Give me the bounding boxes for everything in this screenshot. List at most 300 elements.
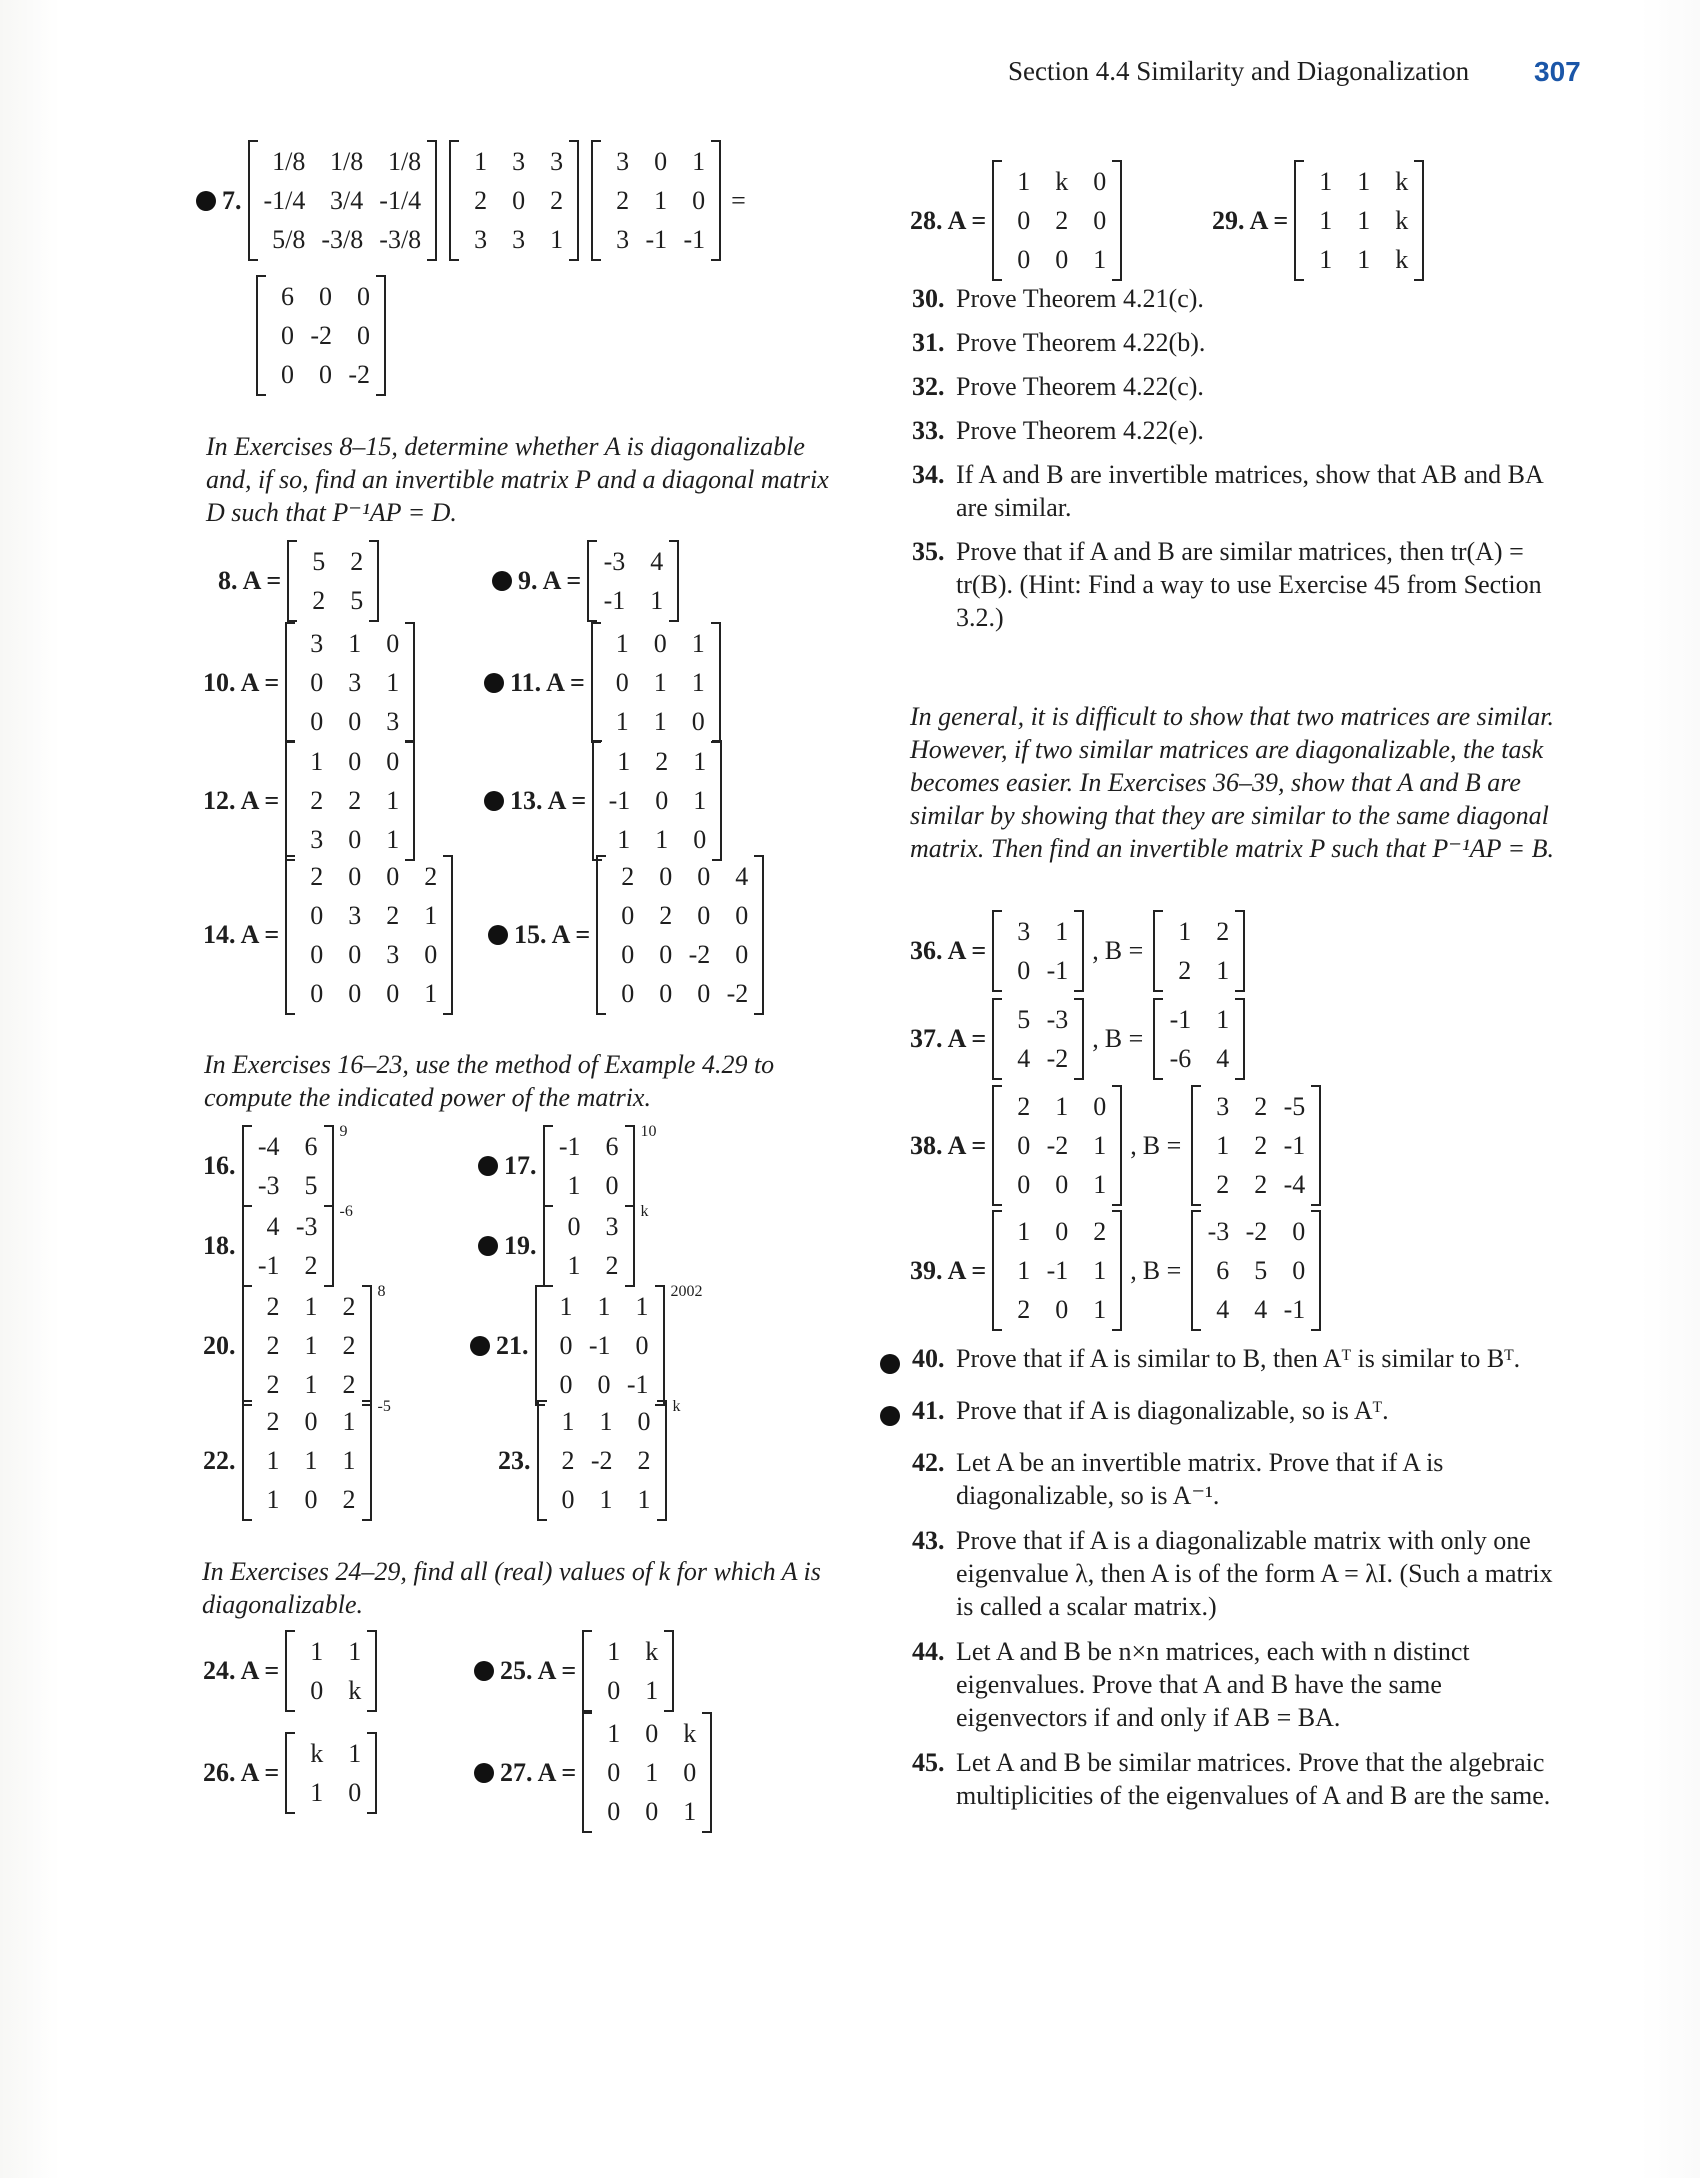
matrix-cell: 2 xyxy=(266,1407,280,1436)
matrix xyxy=(1191,1210,1321,1331)
matrix-cell: 6 xyxy=(304,1132,318,1161)
matrix-cell: 4 xyxy=(735,862,749,891)
matrix-cell: 0 xyxy=(1292,1217,1306,1246)
matrix-cell: 2 xyxy=(310,786,324,815)
matrix-cell: 1 xyxy=(266,1446,280,1475)
matrix-cell: 2 xyxy=(1216,917,1230,946)
exercise-text: Prove Theorem 4.21(c). xyxy=(956,284,1204,313)
matrix-cell: 0 xyxy=(621,901,635,930)
matrix-cell: 0 xyxy=(348,1778,362,1807)
matrix-cell: 0 xyxy=(635,1331,649,1360)
matrix-cell: 0 xyxy=(1055,1170,1069,1199)
matrix-cell: 1 xyxy=(1055,917,1069,946)
matrix-cell: 1 xyxy=(1093,1170,1107,1199)
matrix-cell: 0 xyxy=(559,1370,573,1399)
matrix-cell: 0 xyxy=(637,1407,651,1436)
exercise-item xyxy=(912,414,1552,447)
matrix-cell: 5 xyxy=(350,586,364,615)
matrix-cell: 1 xyxy=(550,225,564,254)
instructions-8-15: In Exercises 8–15, determine whether A is diagonalizable and, if so, find an invertible matrix P and a diagonal matrix D such that P⁻¹AP = D. xyxy=(206,432,829,527)
matrix-cell: 1 xyxy=(1357,206,1371,235)
matrix-cell: 1 xyxy=(342,1446,356,1475)
bullet-icon xyxy=(880,1746,912,1812)
matrix-cell: 3 xyxy=(512,225,526,254)
matrix-cell: 0 xyxy=(281,360,294,389)
exercise-11 xyxy=(484,622,727,743)
matrix-cell: 3 xyxy=(605,1212,619,1241)
matrix-cell: 5 xyxy=(312,547,326,576)
bullet-icon xyxy=(488,925,508,945)
bullet-icon xyxy=(484,791,504,811)
exponent: -5 xyxy=(377,1398,391,1415)
matrix-cell: 0 xyxy=(1093,1092,1107,1121)
matrix-cell: -1 xyxy=(1283,1131,1306,1160)
matrix-cell: 0 xyxy=(1017,956,1031,985)
b-label: B = xyxy=(1104,1024,1144,1053)
exercise-label: 10. A = xyxy=(203,667,280,697)
exercise-text: Let A and B be similar matrices. Prove that the algebraic multiplicities of the eigenvalues of A and B are the same. xyxy=(956,1748,1551,1810)
matrix-cell: 2 xyxy=(474,186,488,215)
matrix-cell: 1 xyxy=(310,747,324,776)
matrix-cell: 0 xyxy=(348,979,362,1008)
matrix-cell: -3 xyxy=(257,1171,280,1200)
matrix-cell: 0 xyxy=(567,1212,581,1241)
matrix-cell: -1 xyxy=(645,225,668,254)
bullet-icon xyxy=(470,1336,490,1356)
exponent: k xyxy=(640,1203,649,1220)
matrix-cell: 0 xyxy=(348,862,362,891)
exercise-label: 24. A = xyxy=(203,1656,280,1685)
matrix-cell: -2 xyxy=(688,940,711,969)
exercise-number: 41. xyxy=(912,1396,945,1425)
matrix-cell: 1 xyxy=(1178,917,1192,946)
matrix xyxy=(537,1400,667,1521)
matrix-cell: 1 xyxy=(1319,167,1333,196)
instructions-36-39: In general, it is difficult to show that two matrices are similar. However, if two similar matrices are diagonalizable, the task becomes easier. In Exercises 36–39, show that A and B are similar by showing that they are similar to the same diagonal matrix. Then find an invertible matrix P such that P⁻¹AP = B. xyxy=(910,702,1554,863)
exercise-label: 39. A = xyxy=(910,1255,987,1285)
matrix-cell: -1/4 xyxy=(263,186,306,215)
matrix-cell: 0 xyxy=(386,629,400,658)
matrix-cell: 1 xyxy=(650,586,664,615)
matrix-cell: 0 xyxy=(607,1676,621,1705)
matrix-cell: 0 xyxy=(1093,206,1107,235)
matrix-cell: -1 xyxy=(1046,956,1069,985)
bullet-icon xyxy=(880,1635,912,1734)
matrix-cell: 5 xyxy=(1017,1005,1031,1034)
exercise-26 xyxy=(203,1732,383,1814)
matrix-cell: 1 xyxy=(386,825,400,854)
matrix-cell: 1 xyxy=(1017,167,1031,196)
matrix-cell: 0 xyxy=(348,707,362,736)
matrix-cell: 0 xyxy=(357,282,370,311)
matrix-cell: 5 xyxy=(304,1171,318,1200)
matrix-cell: 0 xyxy=(697,901,711,930)
matrix-cell: 2 xyxy=(266,1292,280,1321)
bullet-icon xyxy=(880,1394,912,1434)
matrix-cell: -2 xyxy=(590,1446,613,1475)
matrix-cell: -1 xyxy=(603,586,626,615)
matrix-cell: -1 xyxy=(1169,1005,1192,1034)
matrix-cell: 0 xyxy=(386,862,400,891)
bullet-dot xyxy=(880,1354,900,1374)
matrix-cell: 4 xyxy=(266,1212,280,1241)
matrix-cell: 2 xyxy=(1017,1295,1031,1324)
matrix-cell: -3/8 xyxy=(379,225,422,254)
exercise-label: 9. A = xyxy=(518,566,582,595)
matrix-cell: 1 xyxy=(635,1292,649,1321)
matrix-cell: -1 xyxy=(1046,1256,1069,1285)
exercise-number: 33. xyxy=(912,416,945,445)
matrix-cell: 0 xyxy=(424,940,438,969)
matrix-cell: 0 xyxy=(310,707,324,736)
matrix-cell: 3 xyxy=(310,629,324,658)
exercise-item xyxy=(912,535,1552,634)
matrix-cell: 2 xyxy=(266,1370,280,1399)
matrix-cell: 0 xyxy=(597,1370,611,1399)
exercise-label: 36. A = xyxy=(910,936,987,965)
matrix xyxy=(256,275,386,396)
matrix-cell: 1 xyxy=(653,668,667,697)
matrix xyxy=(591,140,721,261)
matrix-cell: 2 xyxy=(655,747,669,776)
matrix xyxy=(591,622,721,743)
matrix-cell: 1 xyxy=(615,629,629,658)
exercise-label: 37. A = xyxy=(910,1024,987,1053)
exponent: 2002 xyxy=(670,1283,703,1300)
matrix-cell: 1 xyxy=(683,1797,697,1826)
matrix-cell: 1 xyxy=(645,1758,659,1787)
exercise-23 xyxy=(498,1400,681,1521)
matrix-cell: 0 xyxy=(348,825,362,854)
matrix-cell: 1/8 xyxy=(330,147,364,176)
bullet-icon xyxy=(492,571,512,591)
matrix-cell: 0 xyxy=(1017,1131,1031,1160)
matrix-cell: 0 xyxy=(735,901,749,930)
matrix xyxy=(242,1400,372,1521)
exercise-label: 22. xyxy=(203,1445,236,1475)
matrix xyxy=(287,540,379,622)
matrix-cell: -2 xyxy=(348,360,370,389)
exercise-7-result xyxy=(250,275,392,396)
matrix-cell: -3 xyxy=(1207,1217,1230,1246)
matrix-cell: 0 xyxy=(512,186,526,215)
matrix-cell: -3 xyxy=(603,547,626,576)
exercise-10 xyxy=(203,622,421,743)
exercise-label: 19. xyxy=(504,1231,537,1260)
matrix-cell: -2 xyxy=(310,321,332,350)
matrix-cell: -1 xyxy=(257,1251,280,1280)
matrix-cell: 0 xyxy=(735,940,749,969)
matrix-cell: 2 xyxy=(348,786,362,815)
matrix-cell: 3 xyxy=(616,147,630,176)
matrix-cell: 1 xyxy=(637,1485,651,1514)
matrix-cell: 1 xyxy=(597,1292,611,1321)
matrix-cell: 1 xyxy=(310,1778,324,1807)
matrix-cell: 0 xyxy=(310,940,324,969)
exercise-label: 14. A = xyxy=(203,920,280,949)
matrix-cell: 2 xyxy=(386,901,400,930)
instructions-16-23: In Exercises 16–23, use the method of Example 4.29 to compute the indicated power of the matrix. xyxy=(204,1050,775,1112)
matrix xyxy=(535,1285,665,1406)
exercise-list-30-35 xyxy=(912,282,1552,645)
matrix-cell: 1 xyxy=(266,1485,280,1514)
matrix-cell: 2 xyxy=(1178,956,1192,985)
running-header: Section 4.4 Similarity and Diagonalization xyxy=(1008,56,1470,86)
matrix-cell: 0 xyxy=(386,747,400,776)
instructions-24-29: In Exercises 24–29, find all (real) values of k for which A is diagonalizable. xyxy=(202,1557,821,1619)
matrix-cell: 1 xyxy=(1216,956,1230,985)
matrix-cell: 0 xyxy=(319,360,332,389)
matrix-cell: 1 xyxy=(1093,1256,1107,1285)
matrix-cell: 0 xyxy=(659,979,673,1008)
matrix-cell: 1 xyxy=(348,1637,362,1666)
exercise-21 xyxy=(470,1285,703,1406)
exercise-text: Prove Theorem 4.22(e). xyxy=(956,416,1204,445)
matrix xyxy=(1294,160,1424,281)
matrix-cell: 0 xyxy=(659,862,673,891)
matrix-cell: 3 xyxy=(348,668,362,697)
matrix-cell: 5 xyxy=(1254,1256,1268,1285)
matrix-cell: 4 xyxy=(1017,1044,1031,1073)
matrix-cell: 3 xyxy=(474,225,488,254)
matrix xyxy=(1153,998,1245,1080)
matrix xyxy=(992,910,1084,992)
matrix-cell: 0 xyxy=(692,186,706,215)
matrix-cell: 2 xyxy=(616,186,630,215)
matrix-cell: 2 xyxy=(342,1331,356,1360)
matrix-cell: 0 xyxy=(1017,1170,1031,1199)
matrix-cell: 2 xyxy=(1254,1092,1268,1121)
matrix xyxy=(449,140,579,261)
exercise-item xyxy=(880,1524,1570,1623)
exercise-item xyxy=(912,458,1552,524)
matrix-cell: 3 xyxy=(310,825,324,854)
matrix-cell: k xyxy=(645,1637,659,1666)
matrix xyxy=(992,1085,1122,1206)
matrix-cell: 1 xyxy=(1216,1005,1230,1034)
matrix-cell: 2 xyxy=(342,1370,356,1399)
exercise-label: 12. A = xyxy=(203,785,280,815)
matrix-cell: 0 xyxy=(319,282,332,311)
comma: , xyxy=(1092,1024,1099,1053)
exponent: 9 xyxy=(339,1123,348,1140)
matrix-cell: 0 xyxy=(659,940,673,969)
matrix-cell: 0 xyxy=(621,979,635,1008)
exercise-8 xyxy=(218,540,385,622)
exercise-item xyxy=(880,1746,1570,1812)
matrix xyxy=(582,1712,712,1833)
matrix-cell: 2 xyxy=(550,186,564,215)
matrix-cell: 0 xyxy=(310,1676,324,1705)
matrix-cell: 4 xyxy=(1216,1044,1230,1073)
b-label: B = xyxy=(1142,1130,1182,1160)
matrix-cell: 1 xyxy=(342,1407,356,1436)
matrix-cell: 3 xyxy=(348,901,362,930)
matrix-cell: 1 xyxy=(424,979,438,1008)
matrix-cell: 1 xyxy=(304,1370,318,1399)
comma: , xyxy=(1130,1255,1137,1285)
matrix-cell: 1 xyxy=(607,1719,621,1748)
exercise-label: 18. xyxy=(203,1231,236,1260)
matrix-cell: 2 xyxy=(1093,1217,1107,1246)
exercise-12 xyxy=(203,740,421,861)
matrix-cell: 2 xyxy=(1216,1170,1230,1199)
matrix-cell: -2 xyxy=(726,979,749,1008)
matrix xyxy=(992,998,1084,1080)
matrix-cell: 0 xyxy=(559,1331,573,1360)
matrix-cell: -4 xyxy=(1283,1170,1306,1199)
matrix-cell: 3 xyxy=(386,940,400,969)
matrix xyxy=(543,1205,635,1287)
matrix-cell: 1 xyxy=(567,1171,581,1200)
matrix-cell: 0 xyxy=(304,1485,318,1514)
matrix-cell: 0 xyxy=(1093,167,1107,196)
matrix-cell: -5 xyxy=(1283,1092,1306,1121)
matrix xyxy=(242,1125,334,1207)
bullet-icon xyxy=(880,1446,912,1512)
exercise-text: Prove that if A is a diagonalizable matrix with only one eigenvalue λ, then A is of the form A = λI. (Such a matrix is called a scalar matrix.) xyxy=(956,1526,1553,1621)
matrix-cell: -3/8 xyxy=(321,225,364,254)
matrix-cell: 0 xyxy=(615,668,629,697)
matrix-cell: 3 xyxy=(512,147,526,176)
exercise-label: 17. xyxy=(504,1151,537,1180)
matrix-cell: 0 xyxy=(281,321,294,350)
matrix-cell: 0 xyxy=(1055,245,1069,274)
exercise-label: 28. A = xyxy=(910,205,987,235)
matrix-cell: -1 xyxy=(1283,1295,1306,1324)
matrix-cell: 6 xyxy=(605,1132,619,1161)
bullet-icon xyxy=(478,1236,498,1256)
matrix-cell: 3 xyxy=(1216,1092,1230,1121)
matrix-cell: 0 xyxy=(348,747,362,776)
exercise-number: 42. xyxy=(912,1448,945,1477)
exercise-label: 29. A = xyxy=(1212,205,1289,235)
matrix-cell: 1 xyxy=(1055,1092,1069,1121)
matrix xyxy=(582,1630,674,1712)
exercise-37 xyxy=(910,998,1251,1080)
matrix-cell: 1 xyxy=(1093,245,1107,274)
bullet-icon xyxy=(478,1156,498,1176)
exercise-number: 32. xyxy=(912,372,945,401)
matrix-cell: 5/8 xyxy=(272,225,306,254)
matrix-cell: -1 xyxy=(588,1331,611,1360)
exercise-39 xyxy=(910,1210,1327,1331)
matrix-cell: 1 xyxy=(607,1637,621,1666)
matrix-cell: -1 xyxy=(608,786,631,815)
matrix-cell: 0 xyxy=(693,825,707,854)
exercise-number: 30. xyxy=(912,284,945,313)
exercise-number: 35. xyxy=(912,537,945,566)
matrix-cell: 2 xyxy=(310,862,324,891)
matrix-cell: 0 xyxy=(1017,206,1031,235)
exercise-number: 45. xyxy=(912,1748,945,1777)
matrix-cell: 2 xyxy=(312,586,326,615)
matrix-cell: -2 xyxy=(1046,1044,1069,1073)
exercise-label: 23. xyxy=(498,1445,531,1475)
exercise-item xyxy=(912,282,1552,315)
matrix-cell: 2 xyxy=(342,1485,356,1514)
matrix-cell: 1 xyxy=(348,1739,362,1768)
exercise-label: 13. A = xyxy=(510,785,587,815)
bullet-dot xyxy=(880,1406,900,1426)
exercise-13 xyxy=(484,740,728,861)
matrix-cell: 0 xyxy=(607,1758,621,1787)
exercise-label: 15. A = xyxy=(514,920,591,949)
matrix-cell: -1 xyxy=(558,1132,581,1161)
exercise-label: 7. xyxy=(222,185,242,215)
equals-sign: = xyxy=(731,185,746,215)
matrix-cell: 6 xyxy=(1216,1256,1230,1285)
matrix xyxy=(285,740,415,861)
exercise-item xyxy=(880,1635,1570,1734)
matrix-cell: -2 xyxy=(1245,1217,1268,1246)
bullet-icon xyxy=(880,1524,912,1623)
matrix-cell: -1/4 xyxy=(379,186,422,215)
b-label: B = xyxy=(1104,936,1144,965)
exercise-text: Prove Theorem 4.22(c). xyxy=(956,372,1204,401)
matrix-cell: 1 xyxy=(1216,1131,1230,1160)
matrix-cell: 2 xyxy=(621,862,635,891)
matrix-cell: -2 xyxy=(1046,1131,1069,1160)
exercise-14 xyxy=(203,855,459,1015)
matrix-cell: 2 xyxy=(304,1251,318,1280)
exponent: -6 xyxy=(339,1203,353,1220)
matrix-cell: 1 xyxy=(1017,1217,1031,1246)
exercise-29 xyxy=(1212,160,1430,281)
matrix-cell: 1 xyxy=(617,825,631,854)
matrix-cell: 1 xyxy=(304,1292,318,1321)
exercise-38 xyxy=(910,1085,1327,1206)
bullet-icon xyxy=(474,1661,494,1681)
matrix-cell: 2 xyxy=(561,1446,575,1475)
matrix-cell: 2 xyxy=(1017,1092,1031,1121)
matrix xyxy=(992,1210,1122,1331)
matrix-cell: 0 xyxy=(1017,245,1031,274)
comma: , xyxy=(1130,1130,1137,1160)
matrix-cell: 2 xyxy=(350,547,364,576)
matrix-cell: k xyxy=(1395,206,1409,235)
matrix xyxy=(248,140,438,261)
exercise-9 xyxy=(492,540,685,622)
matrix-cell: 3 xyxy=(1017,917,1031,946)
exercise-number: 43. xyxy=(912,1526,945,1555)
exercise-item xyxy=(880,1342,1570,1382)
matrix xyxy=(1191,1085,1321,1206)
matrix-cell: -1 xyxy=(626,1370,649,1399)
exercise-16 xyxy=(203,1125,348,1207)
matrix-cell: 0 xyxy=(654,147,668,176)
exercise-label: 11. A = xyxy=(510,667,585,697)
exercise-text: Prove Theorem 4.22(b). xyxy=(956,328,1206,357)
exercise-22 xyxy=(203,1400,391,1521)
bullet-icon xyxy=(474,1763,494,1783)
exercise-number: 31. xyxy=(912,328,945,357)
exercise-text: Let A be an invertible matrix. Prove that if A is diagonalizable, so is A⁻¹. xyxy=(956,1448,1444,1510)
matrix-cell: 4 xyxy=(1216,1295,1230,1324)
matrix-cell: 0 xyxy=(697,862,711,891)
exercise-text: Prove that if A and B are similar matrices, then tr(A) = tr(B). (Hint: Find a way to use Exercise 45 from Section 3.2.) xyxy=(956,537,1542,632)
matrix-cell: 1 xyxy=(691,668,705,697)
matrix-cell: 1 xyxy=(310,1637,324,1666)
exponent: 10 xyxy=(640,1123,657,1140)
matrix-cell: 4 xyxy=(1254,1295,1268,1324)
matrix-cell: 1 xyxy=(615,707,629,736)
matrix-cell: 0 xyxy=(1055,1295,1069,1324)
matrix xyxy=(285,622,415,743)
matrix xyxy=(285,1630,377,1712)
matrix-cell: 1 xyxy=(653,707,667,736)
matrix-cell: 0 xyxy=(561,1485,575,1514)
